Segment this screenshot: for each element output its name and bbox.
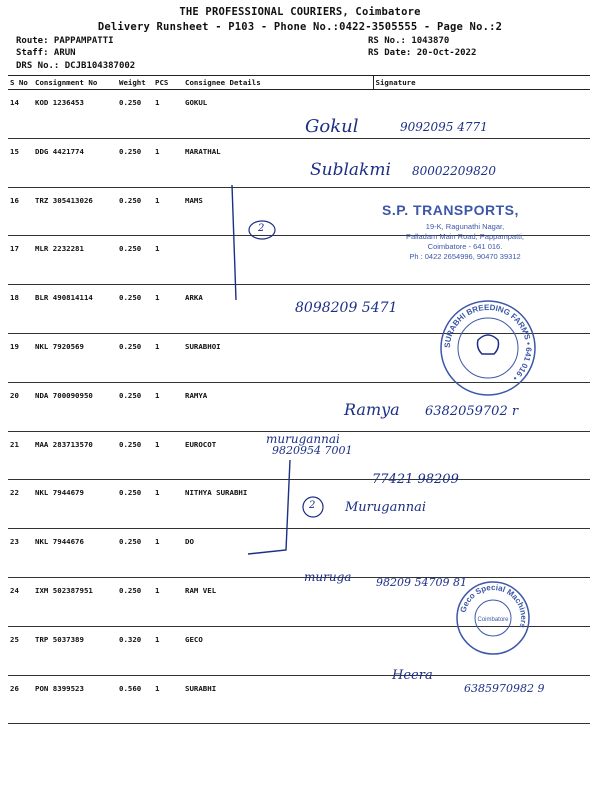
col-header-consignment: Consignment No: [33, 76, 117, 90]
cell-pcs: 1: [155, 439, 160, 449]
cell-sno: 25: [10, 634, 19, 644]
col-header-sno: S No: [8, 76, 33, 90]
cell-pcs: 1: [155, 537, 160, 547]
cell-weight: 0.250: [119, 537, 142, 547]
farms-stamp-text: SURABHI BREEDING FARMS • 641 016 •: [442, 302, 534, 383]
cell-pcs: 1: [155, 488, 160, 498]
cell-sno: 14: [10, 98, 19, 107]
handwritten-mark: 2: [258, 223, 265, 234]
cell-sno: 23: [10, 537, 19, 547]
cell-sno: 18: [10, 293, 19, 303]
cell-weight: 0.250: [119, 390, 142, 400]
cell-pcs: 1: [155, 390, 160, 400]
cell-weight: 0.250: [119, 146, 142, 156]
cell-weight: 0.250: [119, 293, 142, 303]
cell-consignment: IXM 502387951: [35, 585, 93, 595]
handwritten-phone: 8098209 5471: [295, 300, 398, 316]
cell-sno: 19: [10, 341, 19, 351]
cell-consignee: RAM VEL: [185, 585, 217, 595]
col-header-consignee: Consignee Details: [183, 76, 373, 90]
cell-sno: 15: [10, 146, 19, 156]
farms-round-stamp: [438, 298, 538, 398]
handwritten-name: Gokul: [305, 116, 359, 137]
cell-pcs: 1: [155, 98, 160, 107]
staff-label: Staff: ARUN: [16, 48, 76, 58]
cell-consignment: PON 8399523: [35, 683, 84, 693]
handwritten-name: Sublakmi: [310, 160, 391, 180]
cell-consignment: KOD 1236453: [35, 98, 84, 107]
transport-stamp-line: Palladam Main Road, Pappampatti,: [406, 232, 524, 241]
handwritten-name: Murugannai: [345, 500, 426, 515]
company-title: THE PROFESSIONAL COURIERS, Coimbatore: [179, 6, 421, 18]
cell-weight: 0.250: [119, 195, 142, 205]
cell-consignee: ARKA: [185, 293, 203, 303]
cell-pcs: 1: [155, 195, 160, 205]
col-header-pcs: PCS: [153, 76, 183, 90]
cell-consignment: TRZ 305413026: [35, 195, 93, 205]
cell-weight: 0.250: [119, 244, 142, 254]
handwritten-phone: 9820954 7001: [272, 444, 353, 457]
handwritten-phone: 6382059702 r: [425, 404, 519, 419]
runsheet-subtitle: Delivery Runsheet - P103 - Phone No.:0422-3505555 - Page No.:2: [97, 21, 503, 33]
cell-consignee: GOKUL: [185, 98, 208, 107]
col-header-weight: Weight: [117, 76, 153, 90]
cell-sno: 21: [10, 439, 19, 449]
cell-weight: 0.250: [119, 341, 142, 351]
cell-weight: 0.320: [119, 634, 142, 644]
cell-weight: 0.250: [119, 585, 142, 595]
cell-consignment: NKL 7944676: [35, 537, 84, 547]
cell-sno: 26: [10, 683, 19, 693]
handwritten-phone: 98209 54709 81: [376, 576, 467, 589]
cell-pcs: 1: [155, 146, 160, 156]
transport-stamp-line: Coimbatore - 641 016.: [427, 242, 503, 251]
cell-sno: 22: [10, 488, 19, 498]
cell-pcs: 1: [155, 634, 160, 644]
handwritten-name: Ramya: [344, 400, 400, 419]
cell-consignment: MAA 283713570: [35, 439, 93, 449]
handwritten-phone: 9092095 4771: [400, 120, 488, 134]
cell-weight: 0.560: [119, 683, 142, 693]
cell-sno: 17: [10, 244, 19, 254]
cell-consignee: EUROCOT: [185, 439, 217, 449]
cell-consignee: SURABHOI: [185, 341, 221, 351]
handwritten-name: murugannai: [266, 432, 340, 446]
handwritten-name: muruga: [304, 570, 352, 584]
cell-consignment: NDA 700090950: [35, 390, 93, 400]
transport-stamp-name: S.P. TRANSPORTS,: [382, 202, 519, 218]
transport-stamp: [370, 200, 560, 270]
handwritten-phone: 77421 98209: [372, 472, 459, 487]
cell-sno: 16: [10, 195, 19, 205]
geco-stamp-text: Geco Special Machiners: [458, 582, 529, 629]
cell-pcs: 1: [155, 341, 160, 351]
cell-pcs: 1: [155, 585, 160, 595]
cell-pcs: 1: [155, 293, 160, 303]
cell-consignee: RAMYA: [185, 390, 208, 400]
cell-consignee: GECO: [185, 634, 203, 644]
cell-consignee: MAMS: [185, 195, 203, 205]
cell-consignment: NKL 7944679: [35, 488, 84, 498]
handwritten-name: Heera: [392, 668, 433, 683]
cell-sno: 20: [10, 390, 19, 400]
cell-consignment: MLR 2232281: [35, 244, 84, 254]
rs-date: RS Date: 20-Oct-2022: [368, 48, 477, 58]
geco-round-stamp: [455, 580, 531, 656]
drs-label: DRS No.: DCJB104387002: [16, 61, 136, 71]
handwritten-mark: 2: [309, 500, 316, 511]
rs-number: RS No.: 1043870: [368, 36, 450, 46]
cell-consignment: TRP 5037389: [35, 634, 84, 644]
col-header-signature: Signature: [373, 76, 590, 90]
cell-weight: 0.250: [119, 488, 142, 498]
cell-weight: 0.250: [119, 98, 142, 107]
cell-pcs: 1: [155, 244, 160, 254]
cell-pcs: 1: [155, 683, 160, 693]
farms-stamp-emblem: [478, 335, 499, 354]
cell-consignment: BLR 490814114: [35, 293, 93, 303]
cell-consignee: MARATHAL: [185, 146, 221, 156]
cell-weight: 0.250: [119, 439, 142, 449]
cell-consignment: DDG 4421774: [35, 146, 84, 156]
transport-stamp-phone: Ph : 0422 2654996, 90470 39312: [409, 252, 521, 261]
cell-consignee: SURABHI: [185, 683, 217, 693]
geco-stamp-center: Coimbatore: [477, 617, 509, 623]
route-label: Route: PAPPAMPATTI: [16, 36, 114, 46]
cell-consignment: NKL 7920569: [35, 341, 84, 351]
cell-consignee: DO: [185, 537, 194, 547]
svg-text:SURABHI BREEDING FARMS • 641 0: [443, 303, 533, 383]
cell-consignee: NITHYA SURABHI: [185, 488, 248, 498]
handwritten-phone: 80002209820: [412, 164, 496, 178]
handwritten-phone: 6385970982 9: [464, 682, 545, 695]
transport-stamp-line: 19-K, Ragunathi Nagar,: [425, 222, 505, 231]
cell-sno: 24: [10, 585, 19, 595]
